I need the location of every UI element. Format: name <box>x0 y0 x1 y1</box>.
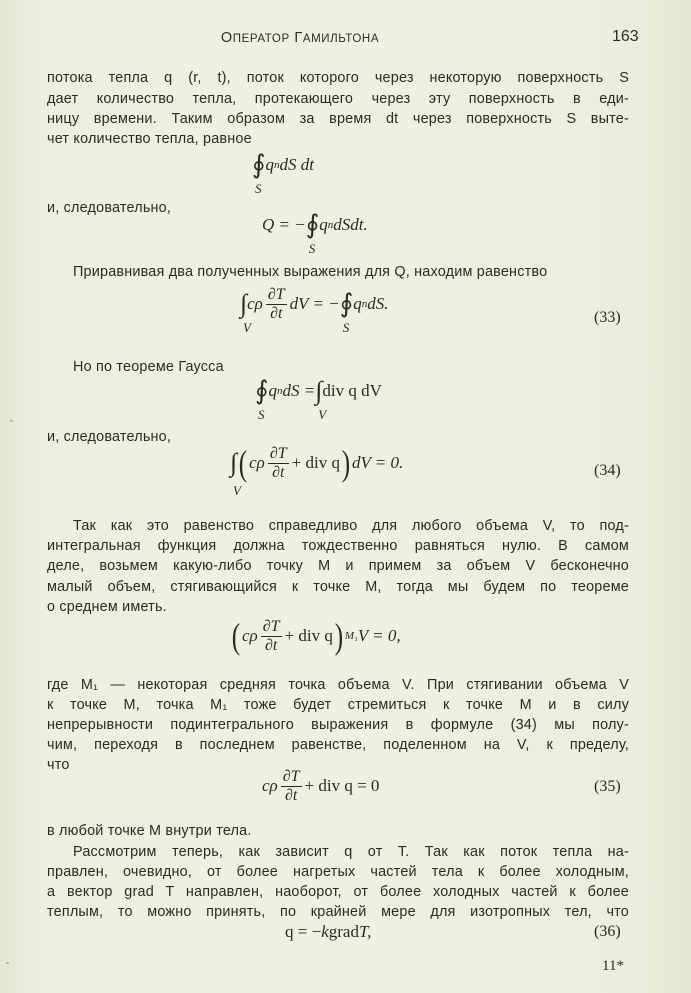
equation-gauss: ∮ S q n dS = ∫ V div q dV <box>255 376 382 422</box>
partial-derivative: $\frac{\partial T}{\partial t}$ <box>269 445 287 481</box>
equation-36: q = − k grad T, <box>285 922 372 941</box>
volume-integral-symbol: ∫ V <box>315 376 327 422</box>
header-word-1: ПЕРАТОР <box>232 33 290 45</box>
text-line: а вектор grad T направлен, наоборот, от более холодных частей к более <box>47 884 629 900</box>
contour-integral-symbol: ∮ S <box>252 150 266 196</box>
equation-number: (34) <box>594 462 621 479</box>
text-line: интегральная функция должна тождественно равняться нулю. В самом <box>47 538 629 554</box>
text-line: к точке M, точка M₁ тоже будет стремиться к точке M и в силу <box>47 697 629 713</box>
page-number: 163 <box>612 28 639 45</box>
header-cap-1: О <box>220 30 233 46</box>
text-line: о среднем иметь. <box>47 599 167 615</box>
volume-integral-symbol: ∫ V <box>240 289 251 336</box>
signature-mark: 11* <box>602 958 624 974</box>
text-line: Рассмотрим теперь, как зависит q от T. Так как поток тепла на- <box>73 844 629 860</box>
left-paren: ( <box>231 616 241 657</box>
scan-speck <box>6 962 9 964</box>
right-paren: ) <box>341 443 351 484</box>
contour-integral-symbol: ∮ S <box>305 210 320 256</box>
text-line: дает количество тепла, протекающего через эту поверхность в еди- <box>47 91 629 107</box>
text-line: где M₁ — некоторая средняя точка объема V. При стягивании объема V <box>47 677 629 693</box>
partial-derivative: $\frac{\partial T}{\partial t}$ <box>267 286 285 322</box>
text-line: Приравнивая два полученных выражения для Q, находим равенство <box>73 264 548 280</box>
text-line: деле, возьмем какую-либо точку M и примем за объем V бесконечно <box>47 558 629 574</box>
text-line: в любой точке M внутри тела. <box>47 823 252 839</box>
header-word-2: АМИЛЬТОНА <box>302 33 380 45</box>
equation-34: ∫ V ( cρ $\frac{\partial T}{\partial t}$ + div q ) dV = 0. <box>230 443 404 499</box>
text-line: теплым, то можно принять, по крайней мере для изотропных тел, что <box>47 904 629 920</box>
equation-number: (36) <box>594 923 621 940</box>
volume-integral-symbol: ∫ V <box>230 448 241 499</box>
text-line: Так как это равенство справедливо для любого объема V, то под- <box>73 518 629 534</box>
text-line: и, следовательно, <box>47 200 172 216</box>
text-line: и, следовательно, <box>47 429 172 445</box>
text-line: ницу времени. Таким образом за время dt через поверхность S выте- <box>47 111 629 127</box>
equation-Q: Q = − ∮ S q n dSdt. <box>262 210 368 256</box>
text-line: что <box>47 757 70 773</box>
text-line: малый объем, стягивающийся к точке M, тогда мы будем по теореме <box>47 579 629 595</box>
text-line: чет количество тепла, равное <box>47 131 252 147</box>
equation-number: (35) <box>594 778 621 795</box>
right-paren: ) <box>334 616 344 657</box>
equation-35: cρ $\frac{\partial T}{\partial t}$ + div q = 0 <box>262 768 380 804</box>
text-line: чим, переходя в последнем равенстве, поделенном на V, к пределу, <box>47 737 629 753</box>
equation-heat-through-surface: ∮ S q n dS dt <box>252 150 315 196</box>
text-line: потока тепла q (r, t), поток которого через некоторую поверхность S <box>47 70 629 86</box>
running-header-title <box>0 30 600 46</box>
contour-integral-symbol: ∮ S <box>255 376 269 422</box>
partial-derivative: $\frac{\partial T}{\partial t}$ <box>282 768 300 804</box>
equation-mean-value: ( cρ $\frac{\partial T}{\partial t}$ + div q ) M₁ V = 0, <box>231 616 401 657</box>
scan-speck <box>10 420 13 422</box>
left-paren: ( <box>238 443 248 484</box>
partial-derivative: $\frac{\partial T}{\partial t}$ <box>262 618 280 654</box>
text-line: непрерывности подинтегрального выражения в формуле (34) мы полу- <box>47 717 629 733</box>
header-cap-2: Г <box>294 30 303 46</box>
equation-number: (33) <box>594 309 621 326</box>
contour-integral-symbol: ∮ S <box>339 289 354 336</box>
equation-33: ∫ V cρ $\frac{\partial T}{\partial t}$ dV = − ∮ S q n dS. <box>240 286 389 336</box>
text-line: правлен, очевидно, от более нагретых частей тела к более холодным, <box>47 864 629 880</box>
text-line: Но по теореме Гаусса <box>73 359 224 375</box>
